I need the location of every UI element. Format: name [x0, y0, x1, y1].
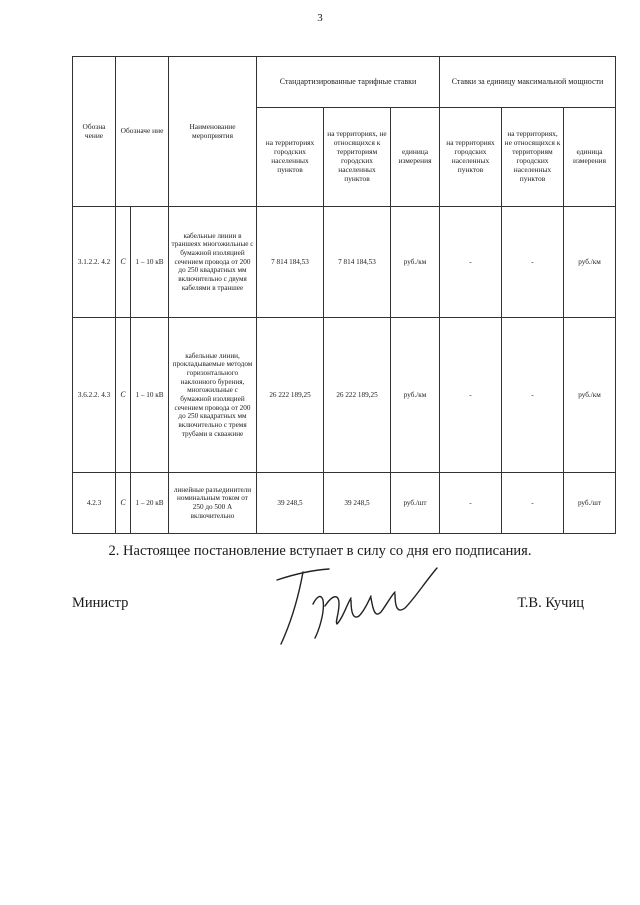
row-description: кабельные линии в траншеях многожильные с бумажной изоляцией сечением провода от 200 до 250 квадратных мм включительно с двумя кабелями в траншее — [169, 207, 257, 318]
table-header-row — [73, 57, 616, 108]
signatory-name: Т.В. Кучиц — [517, 595, 584, 611]
row-letter: C — [116, 473, 131, 534]
row-cap-nonurban: - — [502, 318, 564, 473]
header-standard-rates: Стандартизированные тарифные ставки — [257, 57, 440, 108]
header-std-urban: на территориях городских населенных пунктов — [257, 108, 324, 207]
row-std-urban: 7 814 184,53 — [257, 207, 324, 318]
row-cap-urban: - — [440, 318, 502, 473]
row-std-unit: руб./шт — [391, 473, 440, 534]
header-cap-urban: на территориях городских населенных пунктов — [440, 108, 502, 207]
table-row — [73, 473, 616, 534]
header-std-nonurban: на территориях, не относящихся к территориям городских населенных пунктов — [324, 108, 391, 207]
table-row — [73, 318, 616, 473]
row-std-nonurban: 26 222 189,25 — [324, 318, 391, 473]
row-code: 4.2.3 — [73, 473, 116, 534]
row-voltage: 1 – 10 кВ — [131, 318, 169, 473]
header-designation: Обозна чение — [73, 57, 116, 207]
tariff-table — [72, 56, 616, 534]
header-cap-nonurban: на территориях, не относящихся к территориям городских населенных пунктов — [502, 108, 564, 207]
header-event-name: Наименование мероприятия — [169, 57, 257, 207]
row-std-unit: руб./км — [391, 318, 440, 473]
table-row — [73, 207, 616, 318]
row-cap-nonurban: - — [502, 207, 564, 318]
page-number: 3 — [317, 12, 323, 24]
row-voltage: 1 – 20 кВ — [131, 473, 169, 534]
row-cap-urban: - — [440, 473, 502, 534]
row-description: кабельные линии, прокладываемые методом горизонтального наклонного бурения, многожильные с бумажной изоляцией сечением провода от 200 до 250 квадратных мм включительно с тремя трубами в скважине — [169, 318, 257, 473]
row-code: 3.1.2.2. 4.2 — [73, 207, 116, 318]
row-std-nonurban: 7 814 184,53 — [324, 207, 391, 318]
row-voltage: 1 – 10 кВ — [131, 207, 169, 318]
row-cap-nonurban: - — [502, 473, 564, 534]
header-cap-unit: единица измерения — [564, 108, 616, 207]
row-std-urban: 26 222 189,25 — [257, 318, 324, 473]
effective-date-clause: 2. Настоящее постановление вступает в силу со дня его подписания. — [108, 543, 532, 559]
header-capacity-rates: Ставки за единицу максимальной мощности — [440, 57, 616, 108]
header-std-unit: единица измерения — [391, 108, 440, 207]
header-designation-2: Обозначе ние — [116, 57, 169, 207]
signature-stroke — [277, 568, 437, 644]
minister-label: Министр — [72, 595, 129, 611]
row-std-nonurban: 39 248,5 — [324, 473, 391, 534]
row-cap-unit: руб./км — [564, 318, 616, 473]
row-cap-unit: руб./км — [564, 207, 616, 318]
row-description: линейные разъединители номинальным током от 250 до 500 А включительно — [169, 473, 257, 534]
row-cap-urban: - — [440, 207, 502, 318]
row-letter: C — [116, 207, 131, 318]
row-letter: C — [116, 318, 131, 473]
row-std-unit: руб./км — [391, 207, 440, 318]
row-cap-unit: руб./шт — [564, 473, 616, 534]
row-code: 3.6.2.2. 4.3 — [73, 318, 116, 473]
row-std-urban: 39 248,5 — [257, 473, 324, 534]
signature-image — [255, 560, 445, 650]
